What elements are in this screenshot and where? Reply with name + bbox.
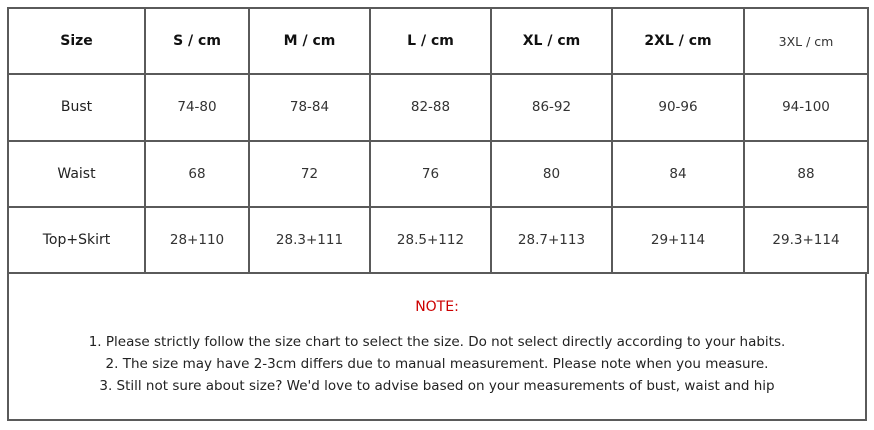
- table-cell: 76: [370, 141, 491, 207]
- note-lines: [9, 331, 865, 397]
- header-xl: XL / cm: [491, 8, 612, 74]
- header-2xl: 2XL / cm: [612, 8, 744, 74]
- table-cell: 78-84: [249, 74, 370, 140]
- table-cell: 88: [744, 141, 868, 207]
- note-title: NOTE:: [415, 299, 459, 315]
- header-s: S / cm: [145, 8, 249, 74]
- table-cell: 28.5+112: [370, 207, 491, 273]
- table-cell: 94-100: [744, 74, 868, 140]
- note-line-3: 3. Still not sure about size? We'd love to advise based on your measurements of bust, waist and hip: [99, 378, 775, 394]
- table-cell: 28+110: [145, 207, 249, 273]
- note-line-2: 2. The size may have 2-3cm differs due to manual measurement. Please note when you measure.: [105, 356, 769, 372]
- row-label: Bust: [8, 74, 145, 140]
- table-cell: 86-92: [491, 74, 612, 140]
- table-cell: 84: [612, 141, 744, 207]
- table-cell: 28.3+111: [249, 207, 370, 273]
- table-cell: 74-80: [145, 74, 249, 140]
- row-label: Top+Skirt: [8, 207, 145, 273]
- table-cell: 90-96: [612, 74, 744, 140]
- table-cell: 80: [491, 141, 612, 207]
- header-l: L / cm: [370, 8, 491, 74]
- size-chart: [7, 7, 867, 419]
- table-row-top-skirt: [8, 207, 868, 273]
- table-cell: 68: [145, 141, 249, 207]
- table-cell: 82-88: [370, 74, 491, 140]
- header-m: M / cm: [249, 8, 370, 74]
- header-row: [8, 8, 868, 74]
- table-row-waist: [8, 141, 868, 207]
- note-box: [7, 274, 867, 421]
- table-cell: 29.3+114: [744, 207, 868, 273]
- note-line-1: 1. Please strictly follow the size chart to select the size. Do not select directly according to your habits.: [88, 334, 786, 350]
- table-cell: 28.7+113: [491, 207, 612, 273]
- header-size: Size: [8, 8, 145, 74]
- table-cell: 29+114: [612, 207, 744, 273]
- header-3xl: 3XL / cm: [744, 8, 868, 74]
- table-cell: 72: [249, 141, 370, 207]
- table-row-bust: [8, 74, 868, 140]
- size-table: [7, 7, 869, 274]
- row-label: Waist: [8, 141, 145, 207]
